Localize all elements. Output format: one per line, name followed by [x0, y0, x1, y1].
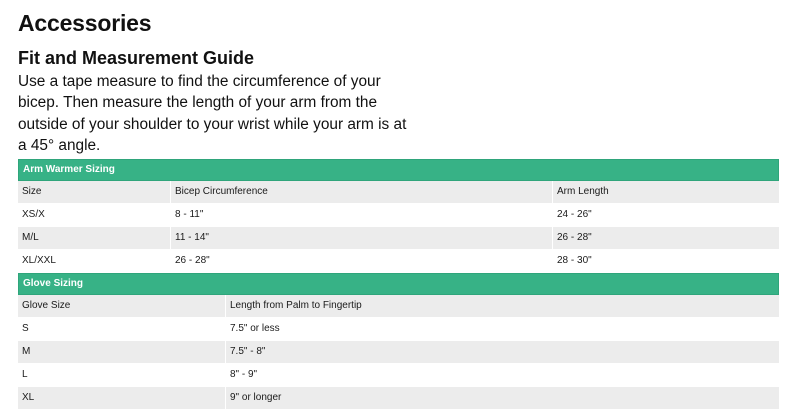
- section-subtitle: Fit and Measurement Guide: [18, 48, 255, 68]
- table-row: [18, 341, 779, 364]
- table-header-row: [18, 181, 779, 204]
- column-header: Glove Size: [18, 295, 226, 318]
- arm-warmer-table: [18, 159, 779, 273]
- table-cell: M: [18, 341, 226, 364]
- table-cell: XL/XXL: [18, 250, 171, 273]
- glove-sizing-table: [18, 273, 779, 410]
- table-cell: M/L: [18, 227, 171, 250]
- table-row: [18, 227, 779, 250]
- table-cell: 26 - 28": [553, 227, 779, 250]
- column-header: Bicep Circumference: [171, 181, 553, 204]
- column-header: Length from Palm to Fingertip: [226, 295, 779, 318]
- table-row: [18, 250, 779, 273]
- table-cell: 28 - 30": [553, 250, 779, 273]
- table-cell: 7.5" - 8": [226, 341, 779, 364]
- table-cell: 11 - 14": [171, 227, 553, 250]
- table-cell: 24 - 26": [553, 204, 779, 227]
- table-cell: 9" or longer: [226, 387, 779, 410]
- table-cell: 7.5" or less: [226, 318, 779, 341]
- page-title: Accessories: [18, 10, 152, 36]
- intro-text: Use a tape measure to find the circumference of your bicep. Then measure the length of your arm from the outside of your shoulder to your wrist while your arm is at a 45° angle.: [18, 73, 407, 155]
- table-cell: 26 - 28": [171, 250, 553, 273]
- table-cell: XS/X: [18, 204, 171, 227]
- table-row: [18, 318, 779, 341]
- table-cell: XL: [18, 387, 226, 410]
- arm-warmer-table-heading: Arm Warmer Sizing: [18, 159, 779, 181]
- table-cell: S: [18, 318, 226, 341]
- table-row: [18, 387, 779, 410]
- glove-sizing-table-heading: Glove Sizing: [18, 273, 779, 295]
- table-row: [18, 364, 779, 387]
- table-cell: 8 - 11": [171, 204, 553, 227]
- table-header-row: [18, 295, 779, 318]
- column-header: Arm Length: [553, 181, 779, 204]
- table-cell: L: [18, 364, 226, 387]
- table-cell: 8" - 9": [226, 364, 779, 387]
- table-row: [18, 204, 779, 227]
- column-header: Size: [18, 181, 171, 204]
